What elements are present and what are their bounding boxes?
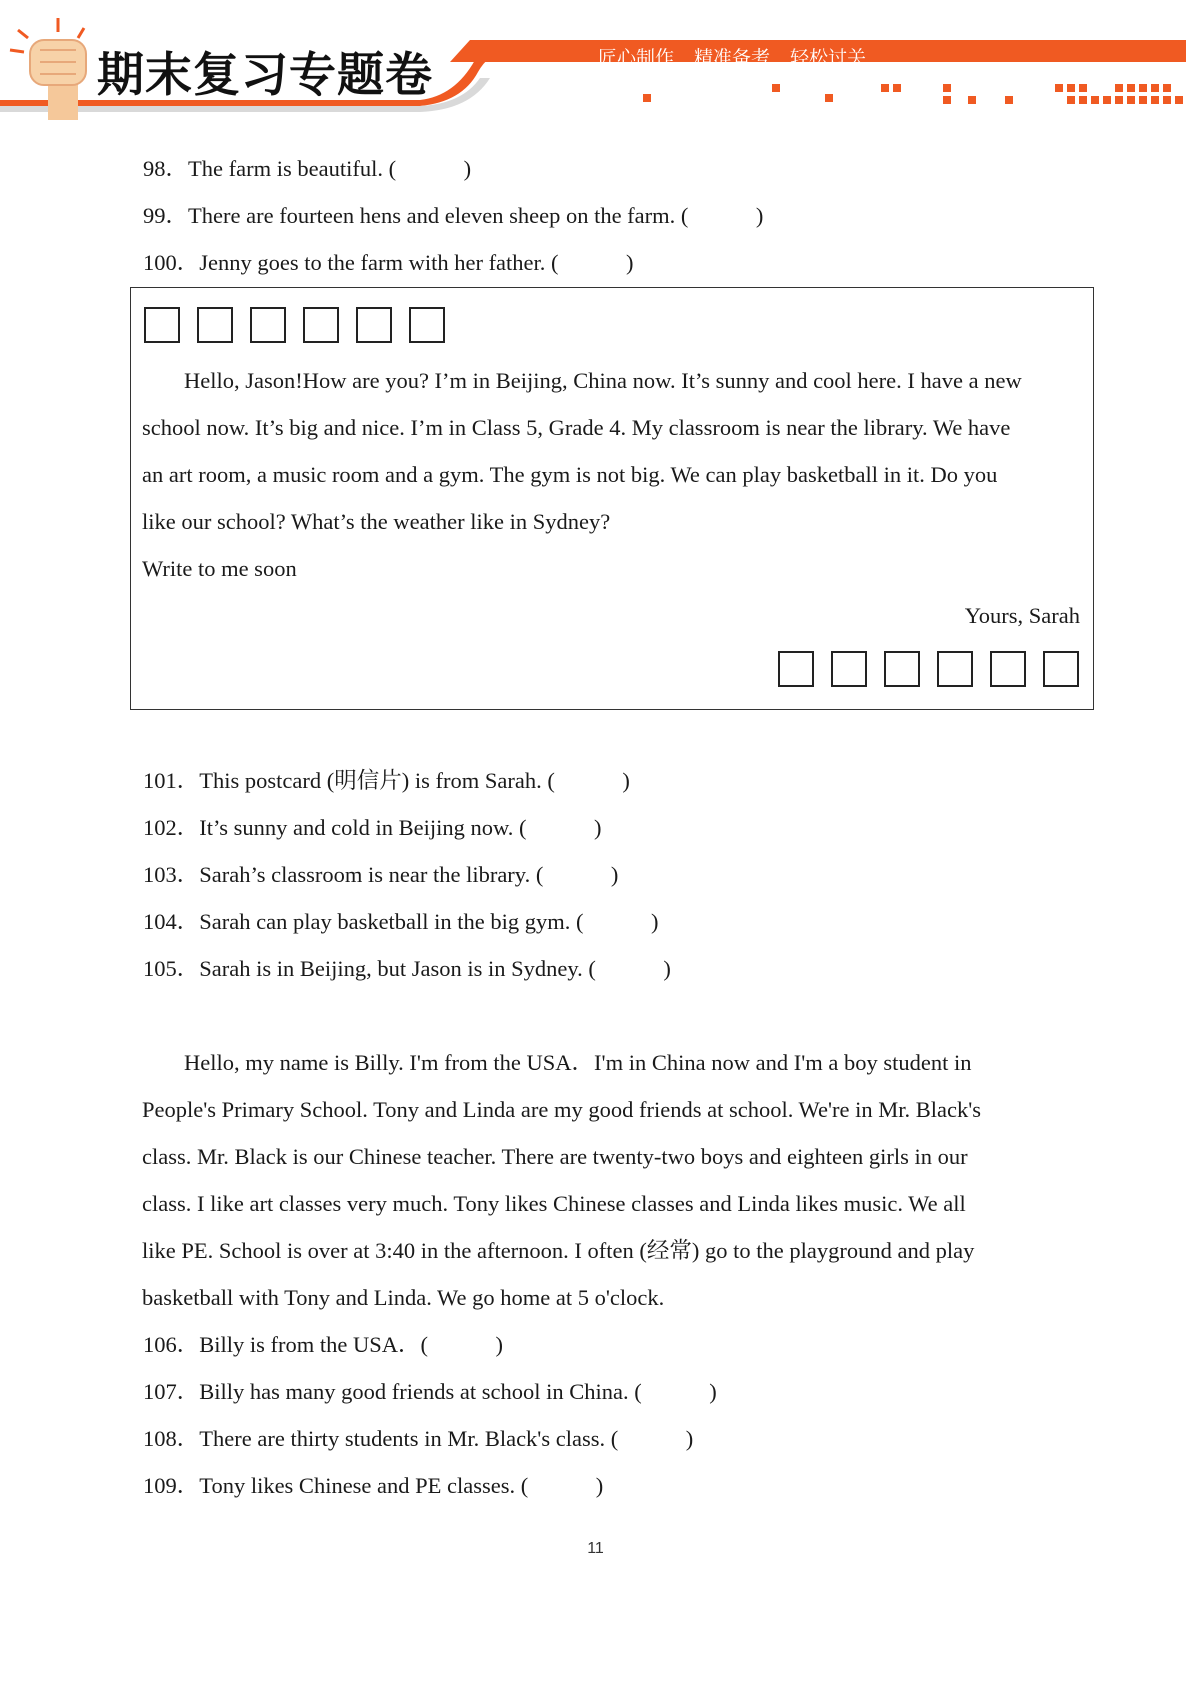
question-number: 104．	[143, 909, 200, 934]
question-103	[143, 860, 618, 890]
postcard-line: like our school? What’s the weather like in Sydney?	[142, 509, 611, 534]
square-box	[356, 307, 392, 343]
postcard-box	[130, 287, 1094, 710]
question-number: 101．	[143, 768, 200, 793]
question-text: It’s sunny and cold in Beijing now. ( )	[199, 815, 602, 840]
square-box	[884, 651, 920, 687]
square-box	[778, 651, 814, 687]
question-text: There are thirty students in Mr. Black's class. ( )	[199, 1426, 694, 1451]
question-number: 107．	[143, 1379, 200, 1404]
question-number: 102．	[143, 815, 200, 840]
question-text: There are fourteen hens and eleven sheep on the farm. ( )	[188, 203, 764, 228]
question-number: 106．	[143, 1332, 200, 1357]
question-number: 98．	[143, 156, 189, 181]
question-104	[143, 907, 659, 937]
question-number: 100．	[143, 250, 200, 275]
passage-line: Hello, my name is Billy. I'm from the USA．I'm in China now and I'm a boy student in	[184, 1050, 972, 1075]
stamp-boxes-bottom	[778, 651, 1079, 687]
square-box	[1043, 651, 1079, 687]
question-108	[143, 1424, 693, 1454]
passage-line: class. I like art classes very much. Tony likes Chinese classes and Linda likes music. We all	[142, 1191, 966, 1216]
square-box	[197, 307, 233, 343]
question-text: Jenny goes to the farm with her father. ( )	[199, 250, 634, 275]
passage-line: like PE. School is over at 3:40 in the afternoon. I often (经常) go to the playground and play	[142, 1238, 975, 1263]
question-105	[143, 954, 671, 984]
question-number: 108．	[143, 1426, 200, 1451]
square-box	[144, 307, 180, 343]
question-text: Billy is from the USA．( )	[199, 1332, 504, 1357]
question-text: Tony likes Chinese and PE classes. ( )	[199, 1473, 604, 1498]
question-100	[143, 248, 634, 278]
question-number: 103．	[143, 862, 200, 887]
passage-line: class. Mr. Black is our Chinese teacher. There are twenty-two boys and eighteen girls in our	[142, 1144, 968, 1169]
postcard-line: Write to me soon	[142, 556, 297, 581]
passage-line: basketball with Tony and Linda. We go home at 5 o'clock.	[142, 1285, 665, 1310]
square-box	[409, 307, 445, 343]
postcard-line: school now. It’s big and nice. I’m in Class 5, Grade 4. My classroom is near the library. We have	[142, 415, 1011, 440]
question-text: Sarah’s classroom is near the library. ( )	[199, 862, 619, 887]
square-box	[831, 651, 867, 687]
question-number: 109．	[143, 1473, 200, 1498]
question-106	[143, 1330, 503, 1360]
passage-line: People's Primary School. Tony and Linda are my good friends at school. We're in Mr. Black's	[142, 1097, 982, 1122]
question-99	[143, 201, 763, 231]
question-number: 99．	[143, 203, 189, 228]
square-box	[303, 307, 339, 343]
postcard-line: Hello, Jason!How are you? I’m in Beijing, China now. It’s sunny and cool here. I have a new	[184, 368, 1022, 393]
square-box	[250, 307, 286, 343]
header-title: 期末复习专题卷	[97, 48, 433, 103]
page-header	[0, 0, 1191, 125]
question-107	[143, 1377, 717, 1407]
question-text: Sarah can play basketball in the big gym. ( )	[199, 909, 659, 934]
question-109	[143, 1471, 603, 1501]
question-102	[143, 813, 602, 843]
postcard-signature: Yours, Sarah	[964, 603, 1080, 628]
postcard-line: an art room, a music room and a gym. The gym is not big. We can play basketball in it. Do you	[142, 462, 998, 487]
header-slogan: 匠心制作 精准备考 轻松过关	[598, 47, 867, 69]
square-box	[990, 651, 1026, 687]
stamp-boxes-top	[144, 307, 445, 343]
question-101	[143, 766, 630, 796]
page-number: 11	[587, 1540, 604, 1557]
question-text: This postcard (明信片) is from Sarah. ( )	[199, 768, 630, 793]
question-text: Billy has many good friends at school in China. ( )	[199, 1379, 717, 1404]
question-98	[143, 154, 471, 184]
square-box	[937, 651, 973, 687]
question-text: The farm is beautiful. ( )	[188, 156, 472, 181]
question-text: Sarah is in Beijing, but Jason is in Sydney. ( )	[199, 956, 671, 981]
question-number: 105．	[143, 956, 200, 981]
